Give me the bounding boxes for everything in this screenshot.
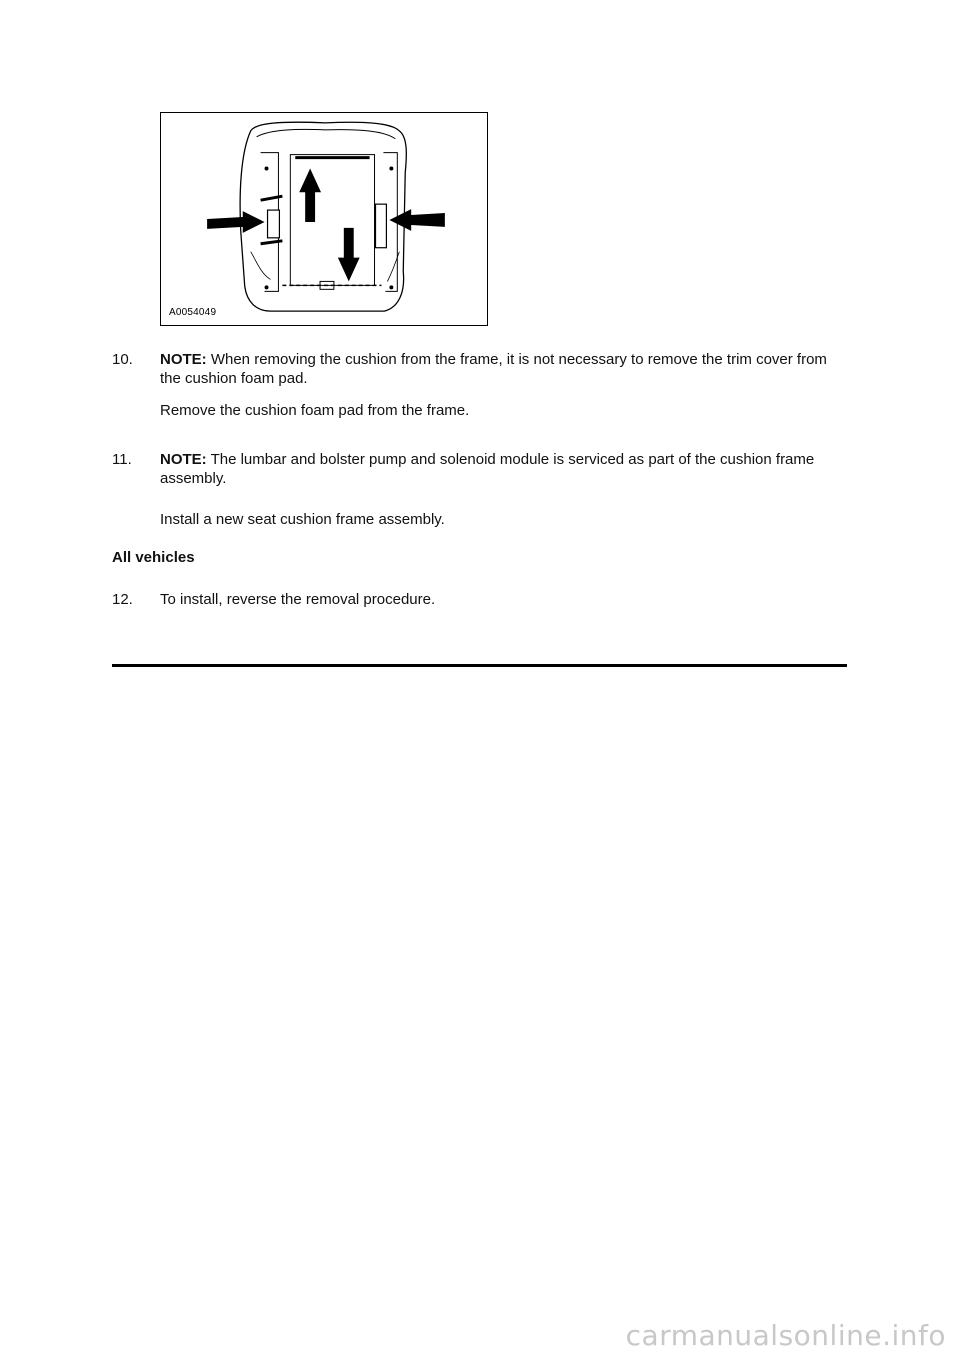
- frame-top-edge: [257, 129, 396, 138]
- left-strap-bottom: [261, 241, 283, 244]
- step-11: [112, 450, 852, 490]
- watermark: carmanualsonline.info: [625, 1319, 946, 1352]
- left-strap-top: [261, 196, 283, 200]
- section-divider: [112, 664, 847, 667]
- left-wire: [251, 252, 271, 280]
- fastener-left-bottom: [265, 285, 269, 289]
- step-note: [160, 350, 850, 388]
- seat-cushion-diagram: [160, 112, 488, 326]
- step-number: 12.: [112, 591, 133, 608]
- down-arrow: [338, 228, 360, 281]
- step-10-instruction: Remove the cushion foam pad from the frame.: [160, 402, 470, 419]
- step-number: 11.: [112, 451, 132, 468]
- note-text: The lumbar and bolster pump and solenoid module is serviced as part of the cushion frame assembly.: [160, 451, 815, 487]
- note-label: NOTE:: [160, 351, 207, 368]
- fastener-right-top: [389, 166, 393, 170]
- step-note: [160, 450, 850, 488]
- fastener-right-bottom: [389, 285, 393, 289]
- note-label: NOTE:: [160, 451, 207, 468]
- figure-label: A0054049: [169, 307, 217, 318]
- right-module: [376, 204, 387, 248]
- step-10: [112, 350, 852, 390]
- note-text: When removing the cushion from the frame, it is not necessary to remove the trim cover from the cushion foam pad.: [160, 351, 827, 387]
- cushion-panel: [290, 155, 374, 286]
- seat-cushion-illustration: [161, 113, 487, 325]
- up-arrow: [299, 168, 321, 221]
- step-12: [112, 590, 852, 610]
- left-arrow: [207, 211, 264, 233]
- section-heading: All vehicles: [112, 549, 195, 566]
- left-module: [268, 210, 280, 238]
- step-text: To install, reverse the removal procedure.: [160, 591, 436, 608]
- step-11-instruction: Install a new seat cushion frame assembly.: [160, 511, 445, 528]
- step-number: 10.: [112, 351, 133, 368]
- fastener-left-top: [265, 166, 269, 170]
